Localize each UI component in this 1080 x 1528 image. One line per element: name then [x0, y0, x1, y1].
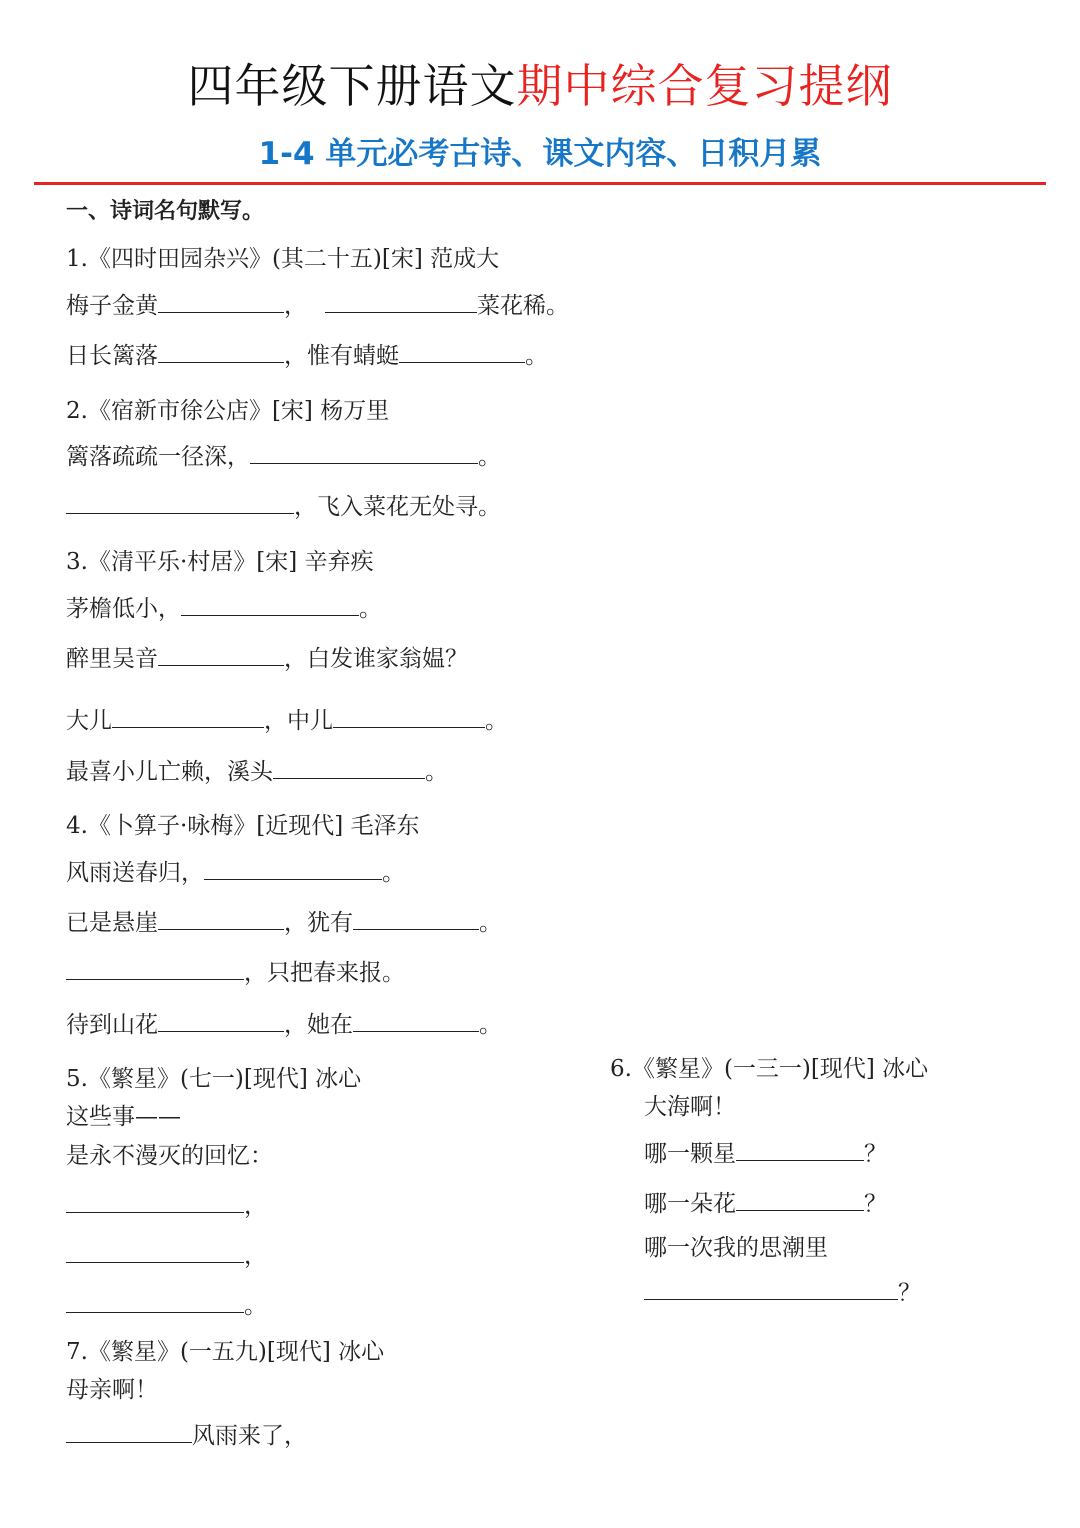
poem-6-line-2: [644, 1138, 887, 1169]
text: 。: [359, 596, 382, 622]
page-subtitle: 1-4 单元必考古诗、课文内容、日积月累: [258, 136, 822, 172]
text: 。: [478, 444, 501, 470]
poem-4-line-1: [66, 857, 405, 888]
poem-3-line-2: [66, 643, 468, 674]
poem-1-line-1: [66, 290, 569, 321]
answer-blank[interactable]: [112, 705, 264, 728]
poem-2-line-2: [66, 491, 501, 522]
poem-7-line-2: [66, 1420, 307, 1451]
poem-6-heading: 6.《繁星》(一三一)[现代] 冰心: [610, 1056, 929, 1082]
text: ，惟有蜻蜓: [284, 343, 399, 369]
text: 风雨来了，: [192, 1423, 307, 1449]
answer-blank[interactable]: [158, 907, 284, 930]
text: 菜花稀。: [477, 293, 569, 319]
text: 醉里吴音: [66, 646, 158, 672]
text: 最喜小儿亡赖，溪头: [66, 759, 273, 785]
poem-5-blank-line-2: [66, 1240, 267, 1271]
answer-blank[interactable]: [353, 907, 479, 930]
poem-7-heading: 7.《繁星》(一五九)[现代] 冰心: [66, 1339, 385, 1365]
answer-blank[interactable]: [273, 756, 425, 779]
answer-blank[interactable]: [644, 1277, 898, 1300]
poem-6-line-4: 哪一次我的思潮里: [644, 1235, 828, 1261]
text: 茅檐低小，: [66, 596, 181, 622]
text: ，她在: [284, 1012, 353, 1038]
answer-blank[interactable]: [66, 1190, 244, 1213]
title-red-part: 期中综合复习提纲: [516, 59, 893, 113]
text: ，犹有: [284, 910, 353, 936]
text: ，: [244, 1193, 267, 1219]
poem-2-heading: 2.《宿新市徐公店》[宋] 杨万里: [66, 398, 390, 424]
poem-3-line-1: [66, 593, 382, 624]
poem-5-heading: 5.《繁星》(七一)[现代] 冰心: [66, 1066, 362, 1092]
poem-4-line-2: [66, 907, 502, 938]
answer-blank[interactable]: [158, 643, 284, 666]
text: 。: [479, 910, 502, 936]
poem-5-blank-line-3: [66, 1290, 267, 1321]
answer-blank[interactable]: [158, 340, 284, 363]
answer-blank[interactable]: [399, 340, 525, 363]
red-divider: [34, 182, 1046, 185]
text: 。: [525, 343, 548, 369]
text: 风雨送春归，: [66, 860, 204, 886]
text: 哪一朵花: [644, 1191, 736, 1217]
poem-2-line-1: [66, 441, 501, 472]
answer-blank[interactable]: [158, 290, 284, 313]
poem-3-line-4: [66, 756, 448, 787]
text: ，中儿: [264, 708, 333, 734]
text: ？: [864, 1191, 887, 1217]
answer-blank[interactable]: [66, 957, 244, 980]
poem-4-line-3: [66, 957, 405, 988]
text: 日长篱落: [66, 343, 158, 369]
text: 大儿: [66, 708, 112, 734]
answer-blank[interactable]: [204, 857, 382, 880]
text: 。: [425, 759, 448, 785]
poem-3-line-3: [66, 705, 508, 736]
poem-3-heading: 3.《清平乐·村居》[宋] 辛弃疾: [66, 549, 374, 575]
text: ，白发谁家翁媪？: [284, 646, 468, 672]
title-black-part: 四年级下册语文: [187, 59, 517, 113]
text: ，: [244, 1243, 267, 1269]
answer-blank[interactable]: [181, 593, 359, 616]
answer-blank[interactable]: [333, 705, 485, 728]
answer-blank[interactable]: [66, 1240, 244, 1263]
text: ？: [898, 1280, 921, 1306]
answer-blank[interactable]: [353, 1009, 479, 1032]
poem-4-heading: 4.《卜算子·咏梅》[近现代] 毛泽东: [66, 813, 420, 839]
text: 。: [244, 1293, 267, 1319]
text: ，只把春来报。: [244, 960, 405, 986]
section-heading: 一、诗词名句默写。: [66, 199, 265, 224]
poem-5-line-2: 是永不漫灭的回忆：: [66, 1143, 273, 1169]
answer-blank[interactable]: [66, 491, 294, 514]
poem-5-blank-line-1: [66, 1190, 267, 1221]
text: 哪一颗星: [644, 1141, 736, 1167]
answer-blank[interactable]: [736, 1188, 864, 1211]
page-title: [0, 56, 1080, 116]
answer-blank[interactable]: [66, 1420, 192, 1443]
poem-6-line-3: [644, 1188, 887, 1219]
answer-blank[interactable]: [158, 1009, 284, 1032]
text: 。: [479, 1012, 502, 1038]
poem-4-line-4: [66, 1009, 502, 1040]
text: ？: [864, 1141, 887, 1167]
poem-6-line-5: [644, 1277, 921, 1308]
poem-6-line-1: 大海啊！: [644, 1094, 736, 1120]
text: 已是悬崖: [66, 910, 158, 936]
text: 待到山花: [66, 1012, 158, 1038]
text: 。: [485, 708, 508, 734]
text: ，: [284, 293, 307, 319]
poem-1-heading: 1.《四时田园杂兴》(其二十五)[宋] 范成大: [66, 246, 500, 272]
answer-blank[interactable]: [250, 441, 478, 464]
poem-1-line-2: [66, 340, 548, 371]
answer-blank[interactable]: [325, 290, 477, 313]
answer-blank[interactable]: [66, 1290, 244, 1313]
text: ，飞入菜花无处寻。: [294, 494, 501, 520]
text: 篱落疏疏一径深，: [66, 444, 250, 470]
text: 。: [382, 860, 405, 886]
answer-blank[interactable]: [736, 1138, 864, 1161]
poem-5-line-1: 这些事——: [66, 1104, 181, 1130]
text: 梅子金黄: [66, 293, 158, 319]
poem-7-line-1: 母亲啊！: [66, 1377, 158, 1403]
